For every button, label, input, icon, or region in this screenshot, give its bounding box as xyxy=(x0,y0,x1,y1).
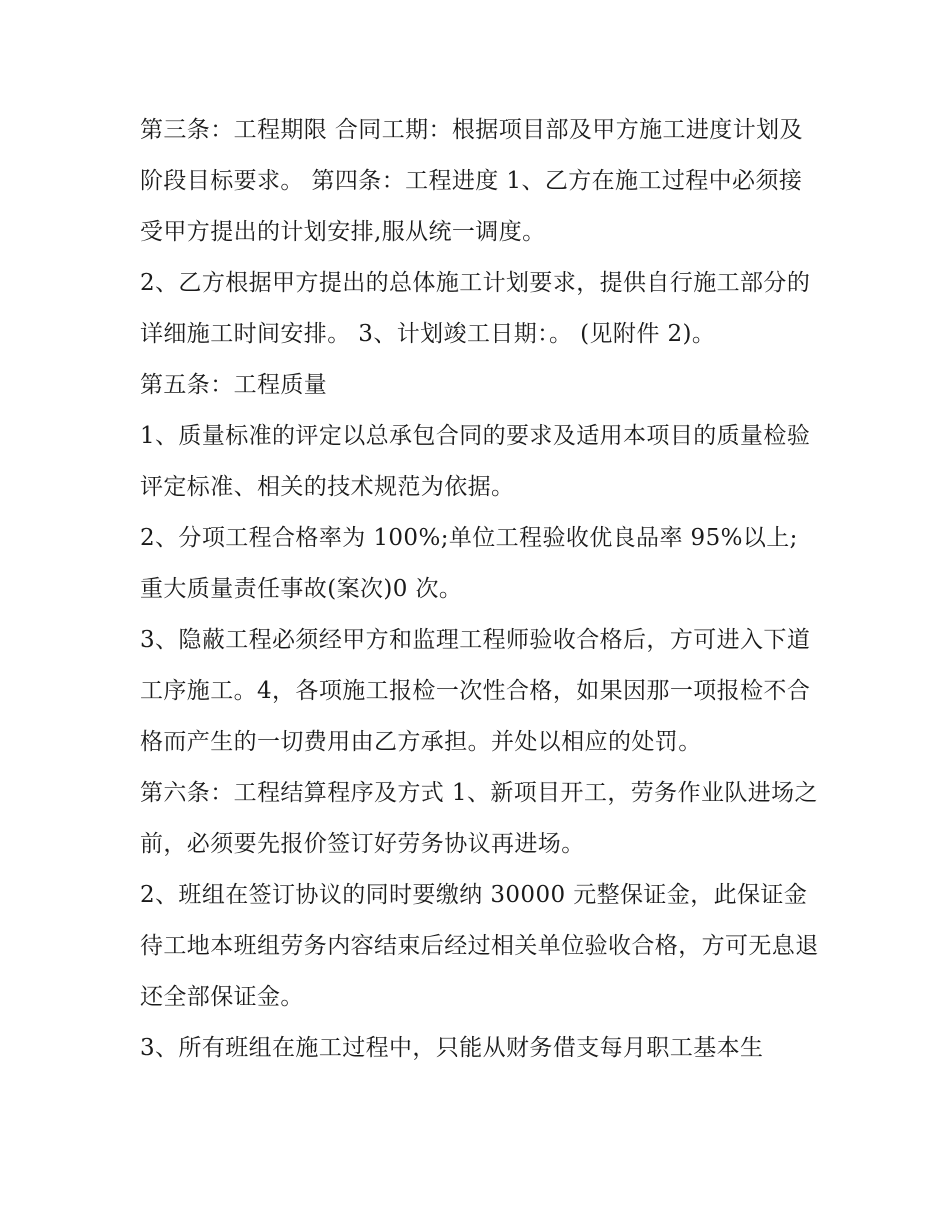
deposit-paragraph: 2、班组在签订协议的同时要缴纳 30000 元整保证金，此保证金待工地本班组劳务内容结束后经过相关单位验收合格，方可无息退还全部保证金。 xyxy=(140,882,819,1010)
document-body xyxy=(140,105,820,1074)
advance-paragraph: 3、所有班组在施工过程中，只能从财务借支每月职工基本生 xyxy=(140,1035,764,1061)
pass-rate-paragraph: 2、分项工程合格率为 100%;单位工程验收优良品率 95%以上;重大质量责任事故(案次)0 次。 xyxy=(140,525,798,602)
clause-5-heading: 第五条：工程质量 xyxy=(140,372,328,398)
concealed-works-paragraph: 3、隐蔽工程必须经甲方和监理工程师验收合格后，方可进入下道工序施工。4，各项施工报检一次性合格，如果因那一项报检不合格而产生的一切费用由乙方承担。并处以相应的处罚。 xyxy=(140,627,811,755)
clause-6-paragraph: 第六条：工程结算程序及方式 1、新项目开工，劳务作业队进场之前，必须要先报价签订好劳务协议再进场。 xyxy=(140,780,818,857)
clause-3-paragraph: 第三条：工程期限 合同工期：根据项目部及甲方施工进度计划及阶段目标要求。 第四条：工程进度 1、乙方在施工过程中必须接受甲方提出的计划安排,服从统一调度。 xyxy=(140,117,803,245)
schedule-paragraph: 2、乙方根据甲方提出的总体施工计划要求，提供自行施工部分的详细施工时间安排。 3、计划竣工日期：。 (见附件 2)。 xyxy=(140,270,811,347)
quality-standard-paragraph: 1、质量标准的评定以总承包合同的要求及适用本项目的质量检验评定标准、相关的技术规范为依据。 xyxy=(140,423,811,500)
